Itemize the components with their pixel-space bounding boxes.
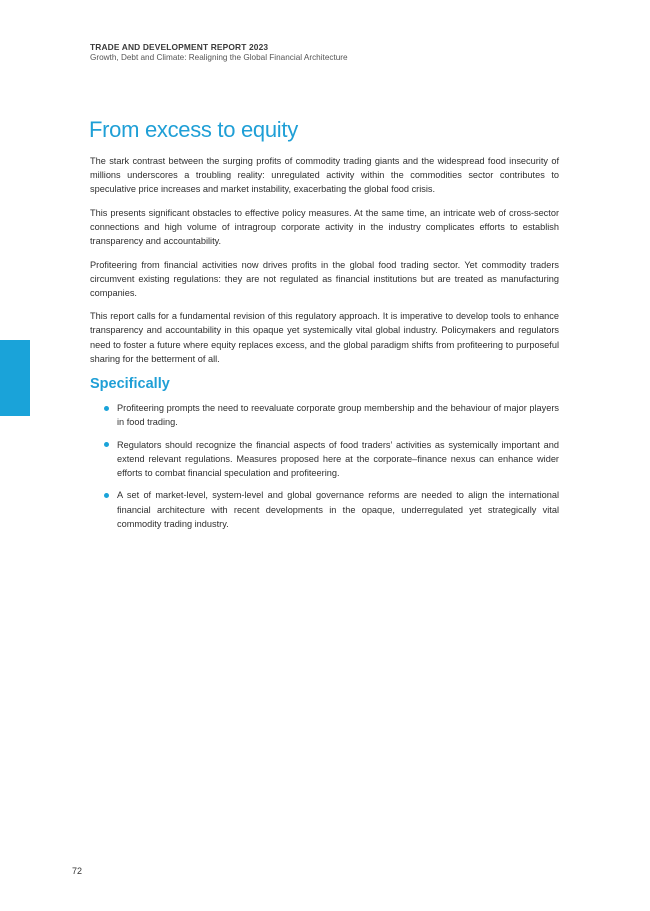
report-title: TRADE AND DEVELOPMENT REPORT 2023 bbox=[90, 42, 269, 52]
running-header bbox=[90, 42, 570, 63]
bullet-dot-icon bbox=[104, 406, 109, 411]
report-subtitle: Growth, Debt and Climate: Realigning the Global Financial Architecture bbox=[90, 53, 348, 62]
page-number: 72 bbox=[72, 866, 83, 876]
section-body bbox=[90, 154, 559, 375]
body-paragraph: The stark contrast between the surging profits of commodity trading giants and the widespread food insecurity of millions underscores a troubling reality: unregulated activity within the commodities sector contributes to speculative price increases and market instability, exacerbating the global food crisis. bbox=[90, 156, 559, 195]
list-item-text: Profiteering prompts the need to reevaluate corporate group membership and the behaviour of major players in food trading. bbox=[117, 403, 559, 428]
list-item bbox=[104, 488, 559, 530]
body-paragraph: Profiteering from financial activities now drives profits in the global food trading sector. Yet commodity traders circumvent existing regulations: they are not regulated as financial institutions but are treated as manufacturing companies. bbox=[90, 259, 559, 298]
specifically-list bbox=[104, 401, 559, 539]
list-item-text: Regulators should recognize the financial aspects of food traders’ activities as systemically important and extend relevant regulations. Measures proposed here at the corporate–finance nexus can enhance wider efforts to combat financial speculation and profiteering. bbox=[117, 439, 559, 478]
list-item bbox=[104, 401, 559, 429]
bullet-dot-icon bbox=[104, 493, 109, 498]
specifically-heading: Specifically bbox=[90, 376, 170, 392]
body-paragraph: This report calls for a fundamental revision of this regulatory approach. It is imperative to develop tools to enhance transparency and accountability in this opaque yet systemically vital global industry. Policymakers and regulators need to foster a future where equity replaces excess, and the global paradigm shifts from profiteering to purposeful sharing for the betterment of all. bbox=[90, 311, 559, 364]
chapter-side-tab bbox=[0, 340, 30, 416]
body-paragraph: This presents significant obstacles to effective policy measures. At the same time, an intricate web of cross-sector connections and high volume of intragroup corporate activity in the industry complicates efforts to establish transparency and accountability. bbox=[90, 207, 559, 246]
section-heading: From excess to equity bbox=[89, 117, 298, 142]
list-item-text: A set of market-level, system-level and global governance reforms are needed to align the international financial architecture with recent developments in the opaque, underregulated yet strategically vital commodity trading industry. bbox=[117, 490, 559, 529]
list-item bbox=[104, 438, 559, 480]
bullet-dot-icon bbox=[104, 442, 109, 447]
